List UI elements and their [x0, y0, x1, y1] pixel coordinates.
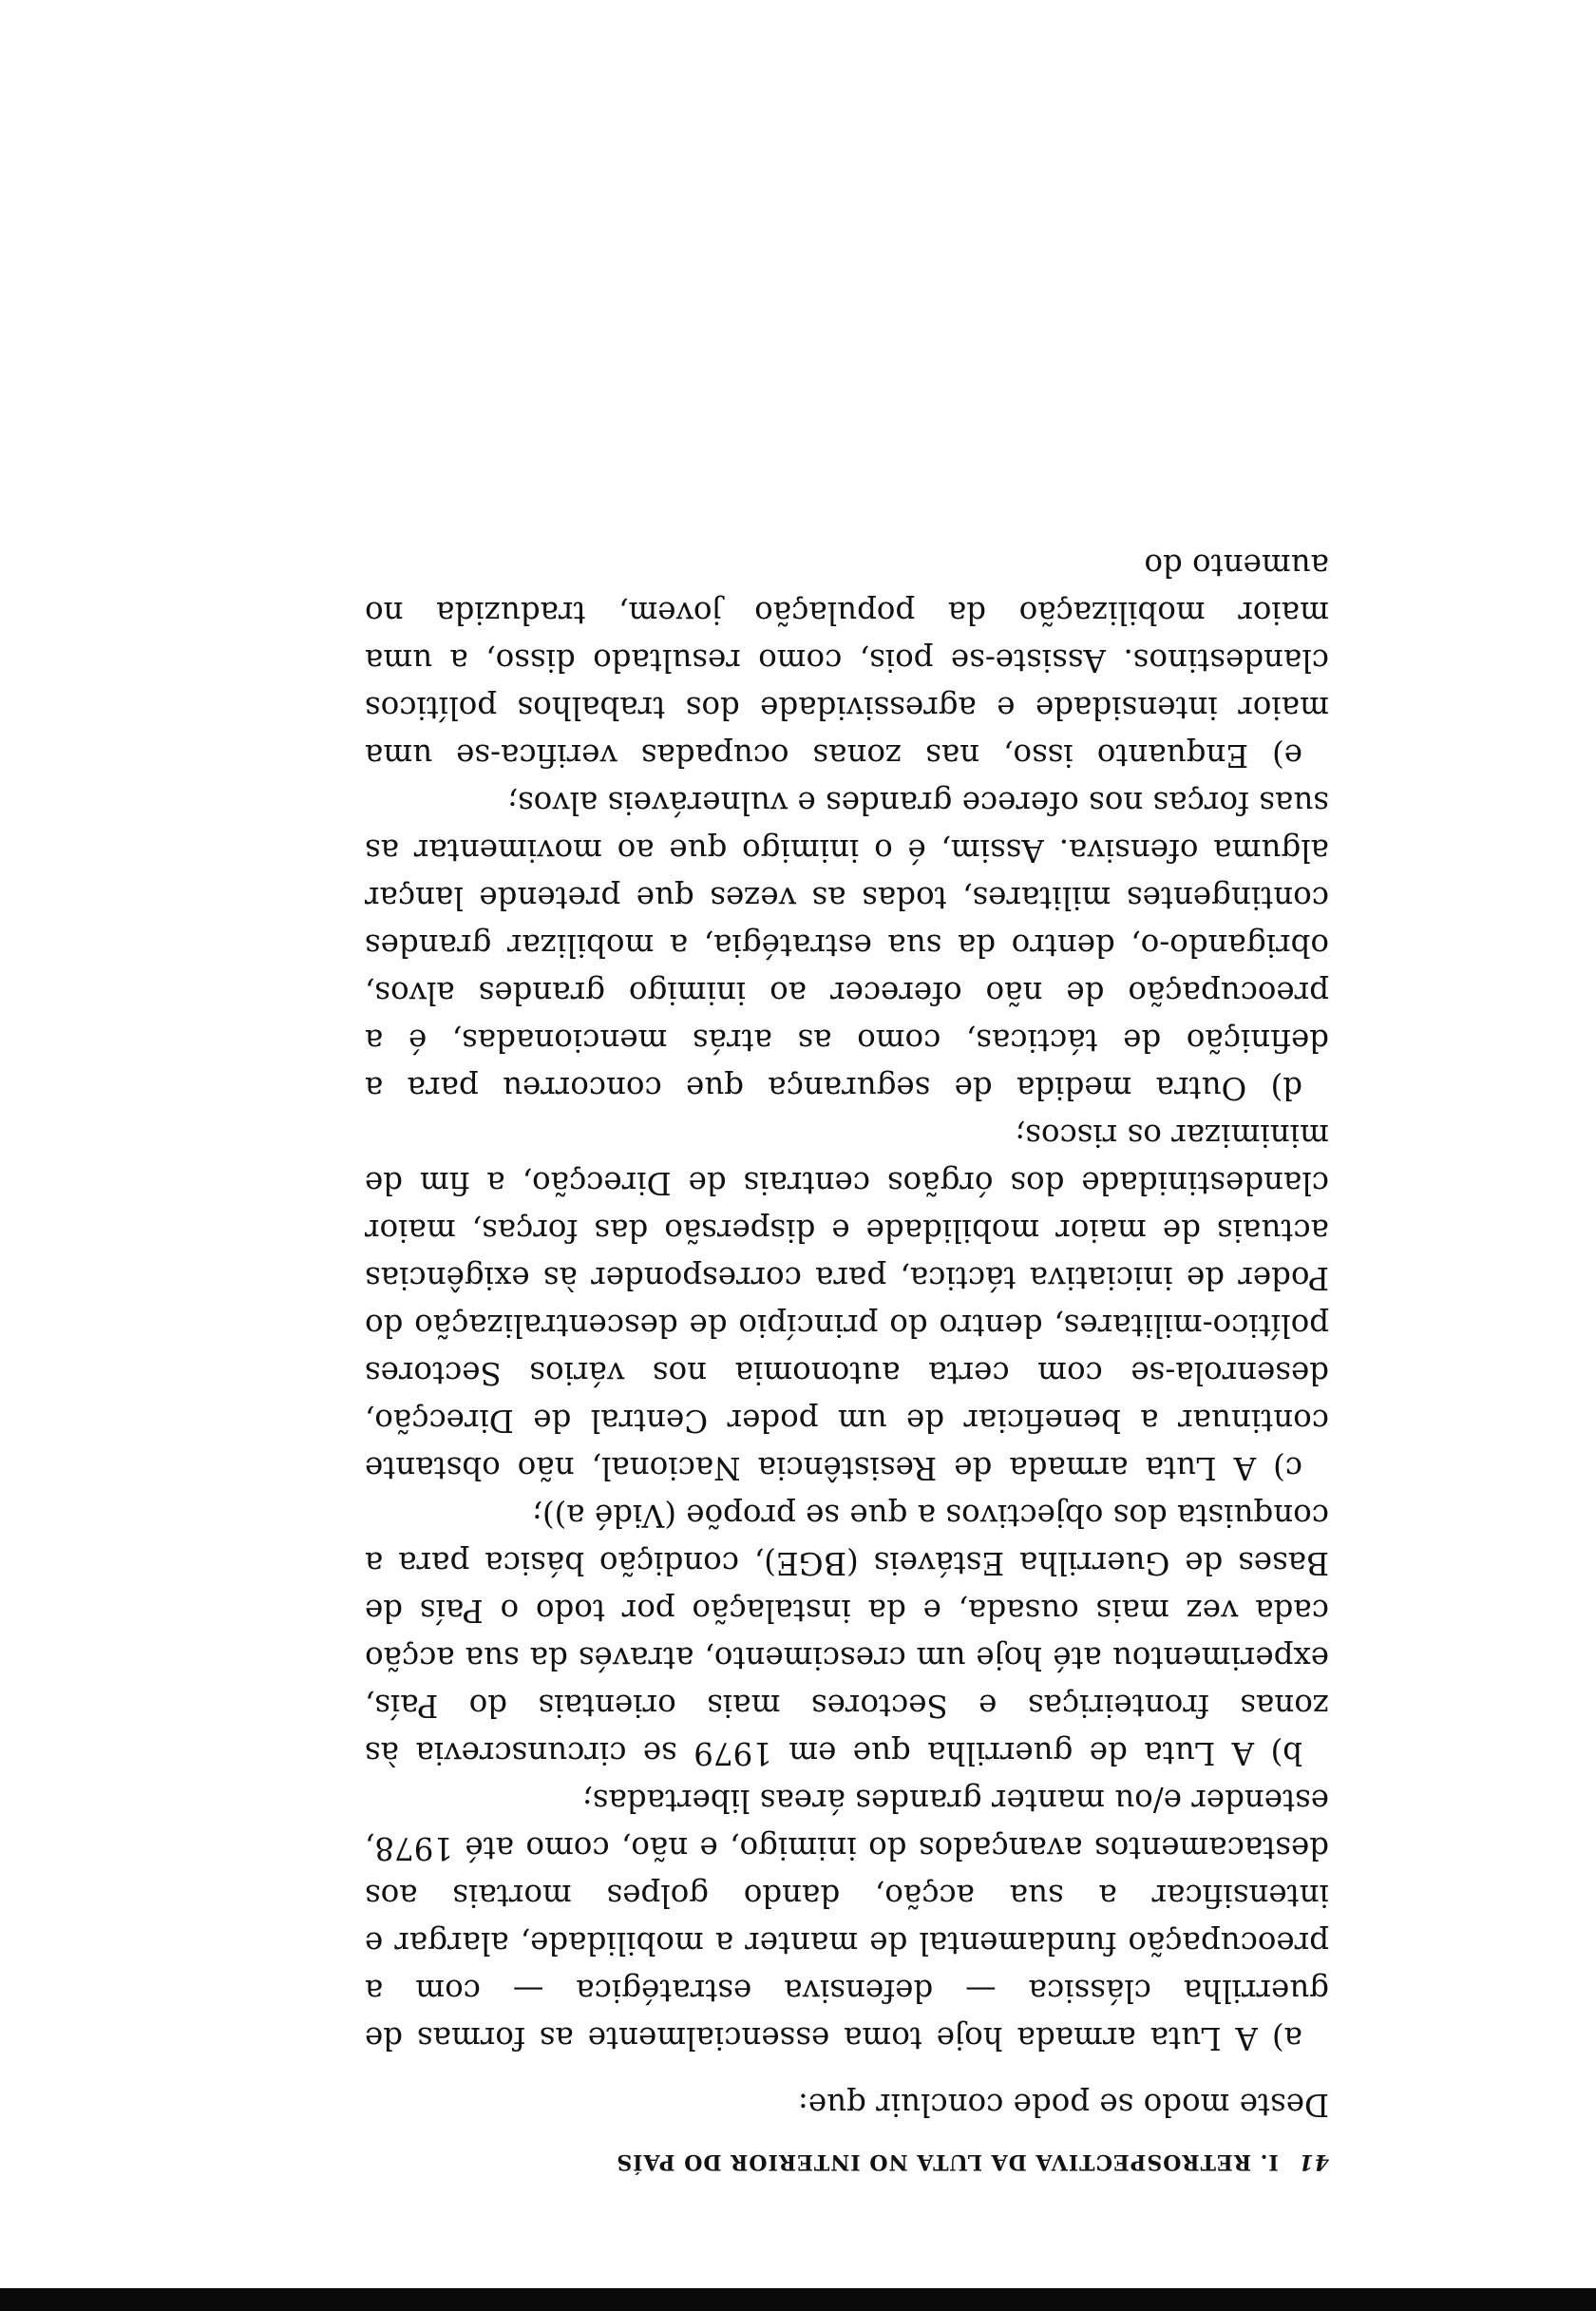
running-header: [365, 2149, 1329, 2174]
scanner-edge-bar: [0, 2288, 1596, 2311]
running-title: I. RETROSPECTIVA DA LUTA NO INTERIOR DO PAÍS: [616, 2149, 1279, 2174]
intro-sentence: Deste modo se pode concluir que:: [797, 2087, 1329, 2123]
paragraph-a: a) A Luta armada hoje toma essencialmente as formas de guerrilha clássica — defensiva estratégica — com a preocupação fundamental de manter a mobilidade, alargar e intensificar a sua acção, dando golpes mortais aos destacamentos avançados do inimigo, e não, como até 1978, estender e/ou manter grandes áreas libertadas;: [365, 1783, 1329, 2056]
paragraph-e: e) Enquanto isso, nas zonas ocupadas verifica-se uma maior intensidade e agressividade dos trabalhos políticos clandestinos. Assiste-se pois, como resultado disso, a uma maior mobilização da população jovem, traduzida no aumento do: [365, 547, 1329, 774]
paragraph-b: b) A Luta de guerrilha que em 1979 se circunscrevia às zonas fronteiriças e Sectores mais orientais do País, experimentou até hoje um crescimento, através da sua acção cada vez mais ousada, e da instalação por todo o País de Bases de Guerrilha Estáveis (BGE), condição básica para a conquista dos objectivos a que se propõe (Vidé a));: [365, 1498, 1329, 1771]
paragraph-d: d) Outra medida de segurança que concorreu para a definição de tácticas, como as atrás mencionadas, é a preocupação de não oferecer ao inimigo grandes alvos, obrigando-o, dentro da sua estratégia, a mobilizar grandes contingentes militares, todas as vezes que pretende lançar alguma ofensiva. Assim, é o inimigo que ao movimentar as suas forças nos oferece grandes e vulneráveis alvos;: [365, 785, 1329, 1106]
page-number: 41: [1298, 2149, 1329, 2174]
paragraph-c: c) A Luta armada de Resistência Nacional, não obstante continuar a beneficiar de um poder Central de Direcção, desenrola-se com certa autonomia nos vários Sectores político-militares, dentro do princípio de descentralização do Poder de iniciativa táctica, para corresponder às exigências actuais de maior mobilidade e dispersão das forças, maior clandestinidade dos órgãos centrais de Direcção, a fim de minimizar os riscos;: [365, 1117, 1329, 1486]
body-text: [365, 542, 1329, 2129]
